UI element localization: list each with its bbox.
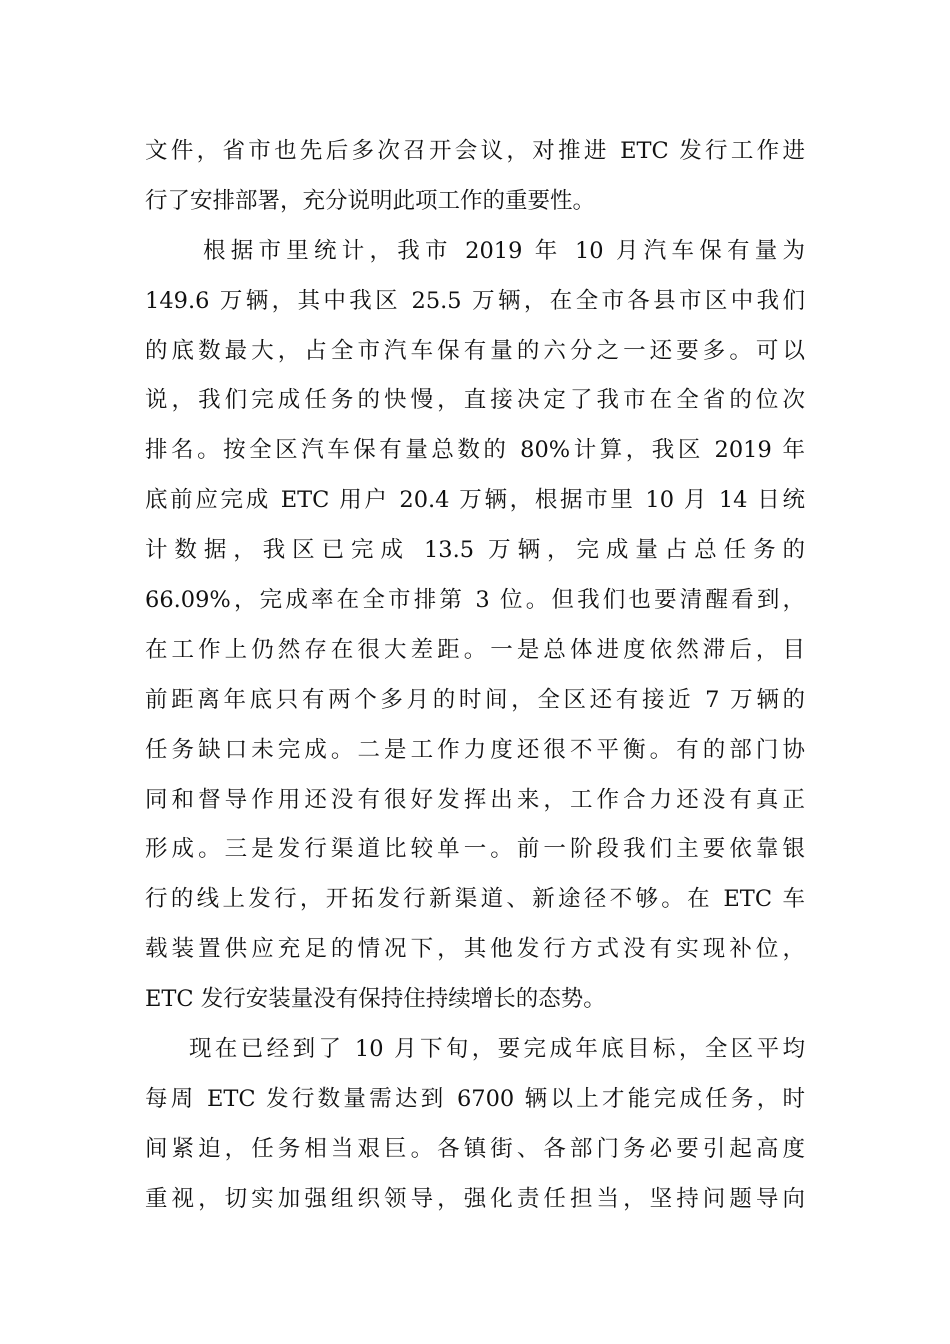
text-line-7: 排名。按全区汽车保有量总数的 80%计算，我区 2019 年 xyxy=(145,437,805,464)
text-line-10: 66.09%，完成率在全市排第 3 位。但我们也要清醒看到， xyxy=(145,587,805,614)
body-text xyxy=(145,127,805,1225)
text-line-2: 行了安排部署，充分说明此项工作的重要性。 xyxy=(145,187,596,214)
text-line-13: 任务缺口未完成。二是工作力度还很不平衡。有的部门协 xyxy=(145,736,805,763)
text-line-6: 说，我们完成任务的快慢，直接决定了我市在全省的位次 xyxy=(145,387,805,414)
text-line-1: 文件，省市也先后多次召开会议，对推进 ETC 发行工作进 xyxy=(145,138,805,164)
text-line-20: 每周 ETC 发行数量需达到 6700 辆以上才能完成任务，时 xyxy=(145,1085,805,1112)
text-line-19: 现在已经到了 10 月下旬，要完成年底目标，全区平均 xyxy=(189,1036,805,1063)
text-line-3: 根据市里统计，我市 2019 年 10 月汽车保有量为 xyxy=(203,237,805,264)
text-line-5: 的底数最大，占全市汽车保有量的六分之一还要多。可以 xyxy=(145,337,805,364)
text-line-12: 前距离年底只有两个多月的时间，全区还有接近 7 万辆的 xyxy=(145,686,805,713)
text-line-11: 在工作上仍然存在很大差距。一是总体进度依然滞后，目 xyxy=(145,636,805,663)
text-line-22: 重视，切实加强组织领导，强化责任担当，坚持问题导向 xyxy=(145,1185,805,1212)
text-line-18: ETC 发行安装量没有保持住持续增长的态势。 xyxy=(145,986,606,1013)
text-line-21: 间紧迫，任务相当艰巨。各镇街、各部门务必要引起高度 xyxy=(145,1135,805,1162)
text-line-4: 149.6 万辆，其中我区 25.5 万辆，在全市各县市区中我们 xyxy=(145,287,805,314)
text-line-16: 行的线上发行，开拓发行新渠道、新途径不够。在 ETC 车 xyxy=(145,886,805,913)
text-line-14: 同和督导作用还没有很好发挥出来，工作合力还没有真正 xyxy=(145,786,805,813)
text-line-8: 底前应完成 ETC 用户 20.4 万辆，根据市里 10 月 14 日统 xyxy=(145,487,805,514)
text-line-9: 计数据，我区已完成 13.5 万辆，完成量占总任务的 xyxy=(145,537,805,564)
text-line-17: 载装置供应充足的情况下，其他发行方式没有实现补位， xyxy=(145,936,805,963)
text-line-15: 形成。三是发行渠道比较单一。前一阶段我们主要依靠银 xyxy=(145,836,805,863)
